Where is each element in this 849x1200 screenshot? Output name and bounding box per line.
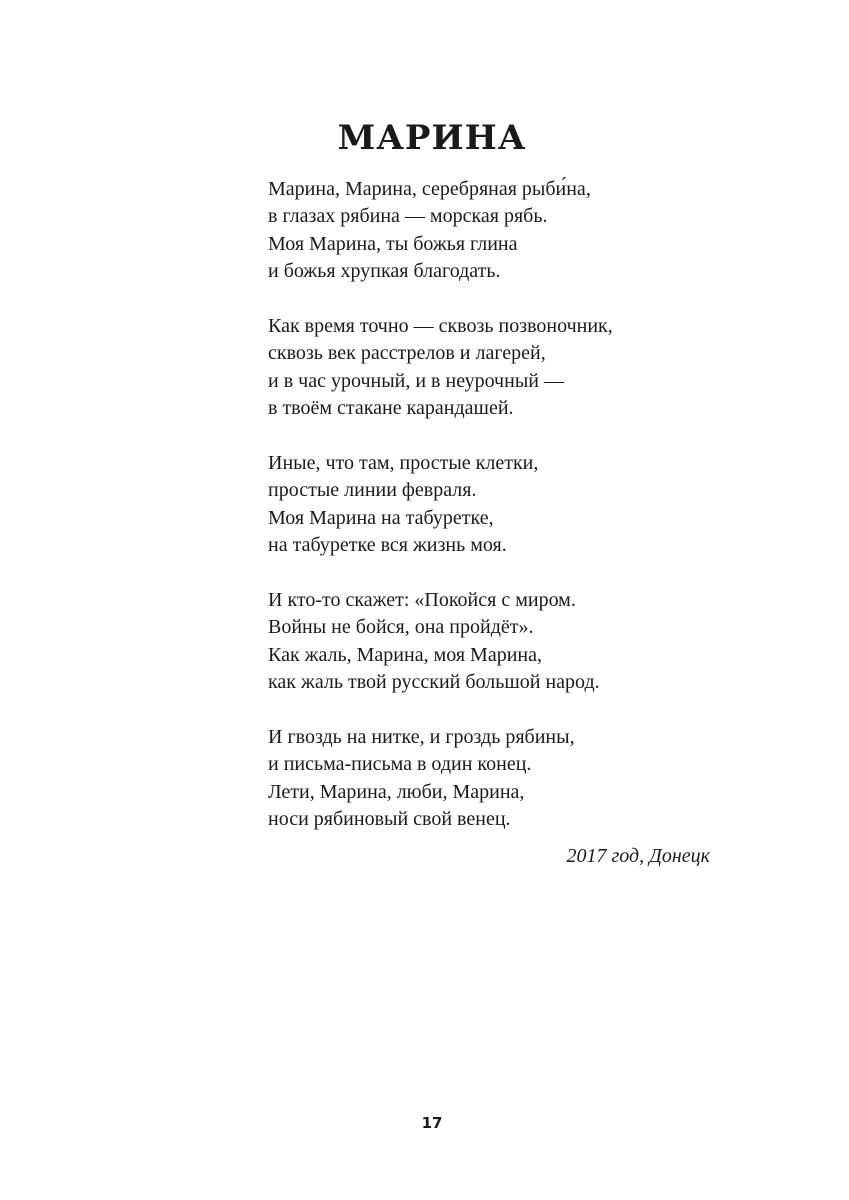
poem-line: Моя Марина на табуретке,: [268, 506, 494, 529]
stanza-3: [268, 450, 728, 560]
stanza-1: [268, 176, 728, 286]
poem-line: в твоём стакане карандашей.: [268, 397, 514, 420]
stanza-4: [268, 587, 728, 697]
poem-line: и письма-письма в один конец.: [268, 753, 532, 776]
poem-line: Моя Марина, ты божья глина: [268, 232, 518, 255]
poem-body: [268, 176, 728, 861]
poem-line: и в час урочный, и в неурочный —: [268, 369, 564, 392]
poem-line: Как жаль, Марина, моя Марина,: [268, 643, 543, 666]
poem-line: Марина, Марина, серебряная рыби́на,: [268, 178, 591, 200]
poem-line: сквозь век расстрелов и лагерей,: [268, 342, 546, 365]
poem-line: И кто-то скажет: «Покойся с миром.: [268, 589, 576, 612]
poem-line: Как время точно — сквозь позвоночник,: [268, 315, 613, 338]
poem-line: Лети, Марина, люби, Марина,: [268, 780, 525, 803]
poem-line: И гвоздь на нитке, и гроздь рябины,: [268, 726, 575, 749]
stanza-5: [268, 724, 728, 834]
poem-line: носи рябиновый свой венец.: [268, 808, 511, 831]
stanza-2: [268, 313, 728, 423]
page-number: 17: [421, 1114, 443, 1132]
poem-line: простые линии февраля.: [268, 479, 477, 502]
poem-line: Войны не бойся, она пройдёт».: [268, 616, 534, 639]
date-place-signature: 2017 год, Донецк: [566, 845, 710, 867]
poem-line: в глазах рябина — морская рябь.: [268, 205, 548, 228]
poem-line: и божья хрупкая благодать.: [268, 260, 501, 283]
poem-line: Иные, что там, простые клетки,: [268, 452, 539, 475]
poem-line: на табуретке вся жизнь моя.: [268, 534, 507, 557]
poem-line: как жаль твой русский большой народ.: [268, 671, 600, 694]
poem-title: МАРИНА: [337, 118, 527, 158]
